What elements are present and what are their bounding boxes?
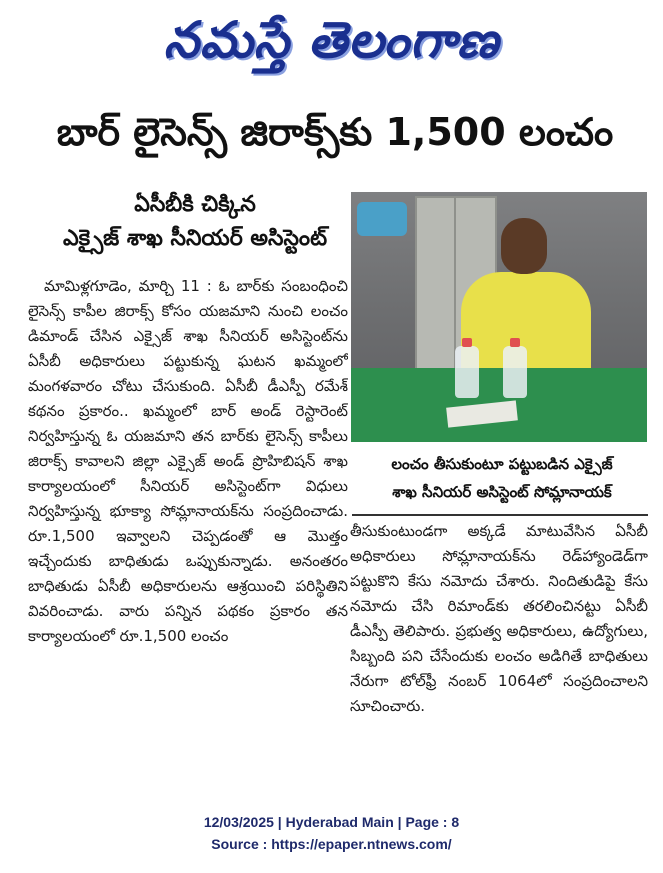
article-body-right-column — [350, 519, 648, 779]
photo-caption — [362, 450, 642, 506]
article-body-left-column — [28, 274, 348, 778]
footer-source-link[interactable]: Source : https://epaper.ntnews.com/ — [211, 836, 452, 852]
photo-caption-line-1: లంచం తీసుకుంటూ పట్టుబడిన ఎక్సైజ్ — [391, 455, 613, 473]
article-photo — [351, 192, 647, 442]
photo-person-head — [501, 218, 547, 274]
photo-bottle-1 — [455, 346, 479, 398]
article-headline: బార్ లైసెన్స్ జిరాక్స్‌కు 1,500 లంచం — [56, 110, 614, 154]
article-body-right-text: తీసుకుంటుండగా అక్కడే మాటువేసిన ఏసీబీ అధికారులు సోమ్లానాయక్‌ను రెడ్‌హ్యాండెడ్‌గా పట్టుకొని కేసు నమోదు చేశారు. నిందితుడిపై కేసు నమోదు చేసి రిమాండ్‌కు తరలించినట్టు ఏసీబీ డీఎస్పీ తెలిపారు. ప్రభుత్వ అధికారులు, ఉద్యోగులు, సిబ్బంది పని చేసేందుకు లంచం అడిగితే బాధితులు నేరుగా టోల్‌ఫ్రీ నంబర్ 1064లో సంప్రదించాలని సూచించారు. — [350, 522, 648, 715]
photo-cloth-shape — [357, 202, 407, 236]
masthead-title: నమస్తే తెలంగాణ — [163, 11, 500, 69]
article-body-left-text: మామిళ్లగూడెం, మార్చి 11 : ఓ బార్‌కు సంబంధించి లైసెన్స్ కాపీల జిరాక్స్ కోసం యజమాని నుంచి లంచం డిమాండ్ చేసిన ఎక్సైజ్ శాఖ సీనియర్ అసిస్టెంట్‌ను ఏసీబీ అధికారులు పట్టుకున్న ఘటన ఖమ్మంలో మంగళవారం చోటు చేసుకుంది. ఏసీబీ డీఎస్పీ రమేశ్ కథనం ప్రకారం.. ఖమ్మంలో బార్ అండ్ రెస్టారెంట్ నిర్వహిస్తున్న ఓ యజమాని తన బార్‌కు లైసెన్స్ కాపీలు జిరాక్స్ కావాలని జిల్లా ఎక్సైజ్ అండ్ ప్రొహిబిషన్ శాఖ కార్యాలయంలో సీనియర్ అసిస్టెంట్‌గా విధులు నిర్వహిస్తున్న భూక్యా సోమ్లానాయక్‌ను సంప్రదించాడు. రూ.1,500 ఇవ్వాలని చెప్పడంతో ఆ మొత్తం ఇచ్చేందుకు బాధితుడు ఒప్పుకున్నాడు. అనంతరం బాధితుడు ఏసీబీ అధికారులను ఆశ్రయించి పరిస్థితిని వివరించాడు. వారు పన్నిన పథకం ప్రకారం తన కార్యాలయంలో రూ.1,500 లంచం — [28, 277, 348, 645]
caption-divider — [352, 514, 648, 516]
footer-edition-info: 12/03/2025 | Hyderabad Main | Page : 8 — [203, 814, 460, 830]
subheadline-1: ఏసీబీకి చిక్కిన — [134, 192, 256, 217]
photo-bottle-2 — [503, 346, 527, 398]
photo-caption-line-2: శాఖ సీనియర్ అసిస్టెంట్ సోమ్లానాయక్ — [392, 483, 612, 501]
subheadline-2: ఎక్సైజ్ శాఖ సీనియర్ అసిస్టెంట్ — [62, 226, 328, 251]
